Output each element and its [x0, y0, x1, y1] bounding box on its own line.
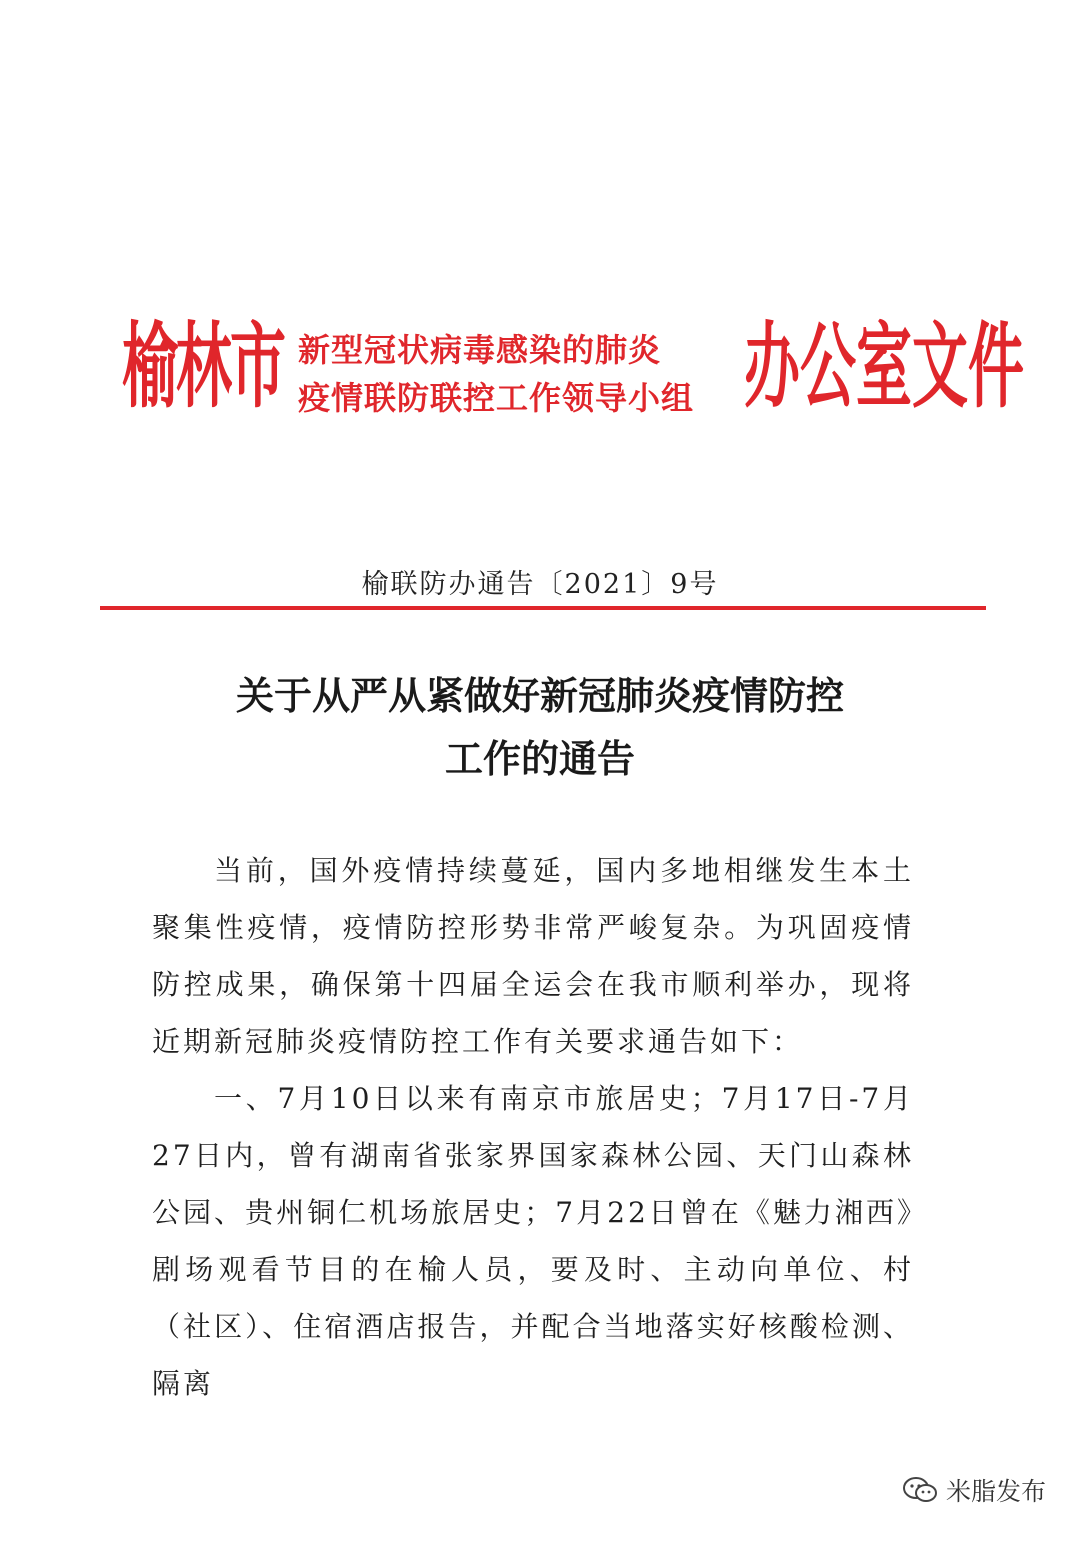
header-group-line2: 疫情联防联控工作领导小组: [298, 379, 695, 417]
title-line1: 关于从严从紧做好新冠肺炎疫情防控: [235, 673, 844, 718]
header-office: 办公室文件: [744, 314, 1024, 422]
red-divider: [100, 606, 986, 610]
document-body: [152, 842, 914, 1412]
watermark: [902, 1472, 1046, 1508]
document-header: [0, 300, 1080, 440]
document-title: [0, 664, 1080, 790]
wechat-icon: [902, 1476, 938, 1504]
header-group: [298, 326, 728, 422]
watermark-text: 米脂发布: [945, 1477, 1046, 1506]
header-city: 榆林市: [122, 314, 284, 422]
paragraph-intro: 当前，国外疫情持续蔓延，国内多地相继发生本土聚集性疫情，疫情防控形势非常严峻复杂。为巩固疫情防控成果，确保第十四届全运会在我市顺利举办，现将近期新冠肺炎疫情防控工作有关要求通告如下：: [152, 854, 914, 1058]
document-number: 榆联防办通告〔2021〕9号: [361, 569, 719, 600]
paragraph-item-1: 一、7月10日以来有南京市旅居史；7月17日-7月27日内，曾有湖南省张家界国家森林公园、天门山森林公园、贵州铜仁机场旅居史；7月22日曾在《魅力湘西》剧场观看节目的在榆人员，要及时、主动向单位、村（社区）、住宿酒店报告，并配合当地落实好核酸检测、隔离: [152, 1082, 914, 1400]
title-line2: 工作的通告: [444, 736, 635, 781]
header-group-line1: 新型冠状病毒感染的肺炎: [298, 331, 662, 369]
